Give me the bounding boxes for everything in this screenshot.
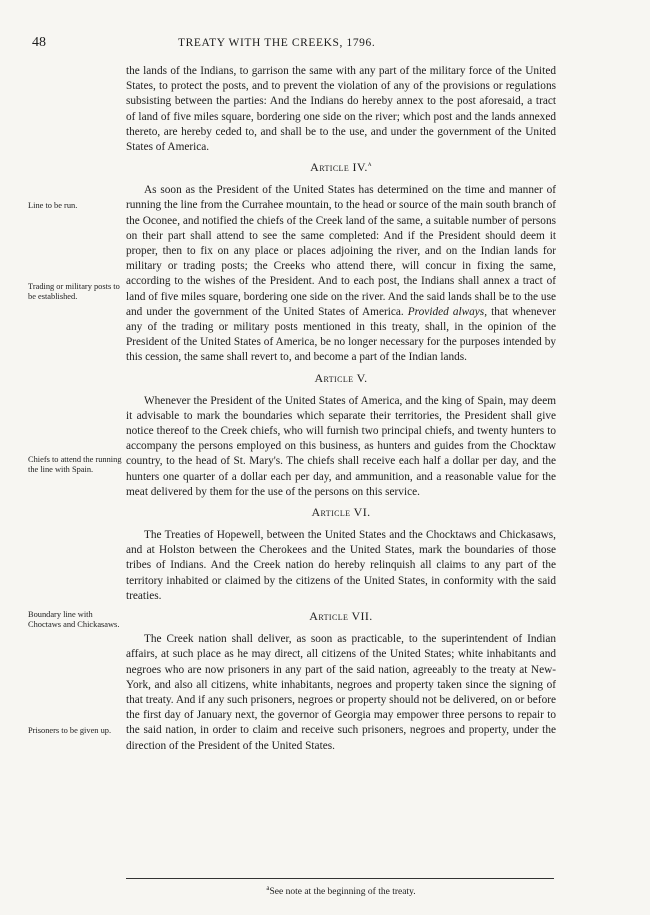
article-vi-heading: Article VI.	[311, 505, 371, 520]
treaty-text	[126, 64, 556, 754]
article-iv-text-b: that whenever any of the trading or military posts mentioned in this treaty, shall, in the opinion of the President of the United States of America, be no longer necessary for the purposes intended by this cession, the same shall revert to, and become a part of the Indian lands.	[126, 305, 556, 364]
footnote-text: See note at the beginning of the treaty.	[269, 887, 416, 898]
footnote-divider	[126, 878, 554, 879]
article-vii-paragraph: The Creek nation shall deliver, as soon as practicable, to the superintendent of Indian affairs, at such place as he may direct, all citizens of the United States; white inhabitants and negroes who are now prisoners in any part of the said nation, agreeably to the treaty at New-York, and also all citizens, white inhabitants, negroes and property taken since the signing of that treaty. And if any such prisoners, negroes or property should not be delivered, on or before the first day of January next, the governor of Georgia may empower three persons to repair to the said nation, in order to claim and receive such prisoners, negroes and property, under the direction of the President of the United States.	[126, 633, 556, 752]
footnote-reference: a	[367, 160, 372, 169]
margin-note-prisoners: Prisoners to be given up.	[28, 726, 112, 735]
paragraph-opening: the lands of the Indians, to garrison the same with any part of the military force of the United States, to protect the posts, and to prevent the violation of any of the provisions or regulations subsisting between the parties: And the Indians do hereby annex to the post aforesaid, a tract of land of five miles square, bordering one side on the river; which post and the lands annexed thereto, are hereby ceded to, and shall be to the use, and under the government of the United States of America.	[126, 65, 556, 154]
article-iv-label: Article IV.	[310, 160, 368, 175]
page-number: 48	[32, 35, 46, 50]
margin-note-boundary-line: Boundary line with Choctaws and Chickasaws.	[28, 610, 120, 629]
article-v-heading: Article V.	[314, 370, 368, 385]
article-iv-proviso: Provided always,	[407, 305, 488, 318]
running-head: TREATY WITH THE CREEKS, 1796.	[178, 37, 376, 49]
footnote	[126, 884, 556, 897]
article-iv-heading	[126, 160, 556, 175]
article-vi-paragraph: The Treaties of Hopewell, between the United States and the Chocktaws and Chickasaws, and at Holston between the Cherokees and the United States, mark the boundaries of those tribes of Indians. And the Creek nation do hereby relinquish all claims to any part of the territory inhabited or claimed by the citizens of the United States, in conformity with the said treaties.	[126, 529, 556, 602]
article-v-paragraph: Whenever the President of the United States of America, and the king of Spain, may deem it advisable to mark the boundaries which separate their territories, the President shall give notice thereof to the Creek chiefs, who will furnish two principal chiefs, and twenty hunters to accompany the persons employed on this business, as hunters and guides from the Chocktaw country, to the head of St. Mary's. The chiefs shall receive each half a dollar per day, and the hunters one quarter of a dollar each per day, and ammunition, and a reasonable value for the meat delivered by them for the use of the persons on this service.	[126, 394, 556, 498]
margin-note-trading-posts: Trading or military posts to be established.	[28, 282, 120, 301]
margin-note-chiefs-attend: Chiefs to attend the running the line with Spain.	[28, 455, 122, 474]
article-vii-heading: Article VII.	[309, 609, 373, 624]
footnote-mark: a	[266, 884, 270, 892]
article-iv-paragraph	[126, 183, 556, 365]
margin-note-line-to-be-run: Line to be run.	[28, 201, 78, 210]
article-iv-text-a: As soon as the President of the United States has determined on the time and manner of running the line from the Currahee mountain, to the head or source of the main south branch of the Oconee, and notified the chiefs of the Creek land of the same, a suitable number of persons on their part shall attend to see the same completed: And if the President should deem it proper, then to fix on any place or places adjoining the river, and on the Indian lands for military or trading posts; the Creeks who attend there, will concur in fixing the same, according to the wishes of the President. And to each post, the Indians shall annex a tract of land of five miles square, bordering one side on the river. And the said lands shall be to the use and under the government of the United States of America.	[126, 184, 556, 318]
